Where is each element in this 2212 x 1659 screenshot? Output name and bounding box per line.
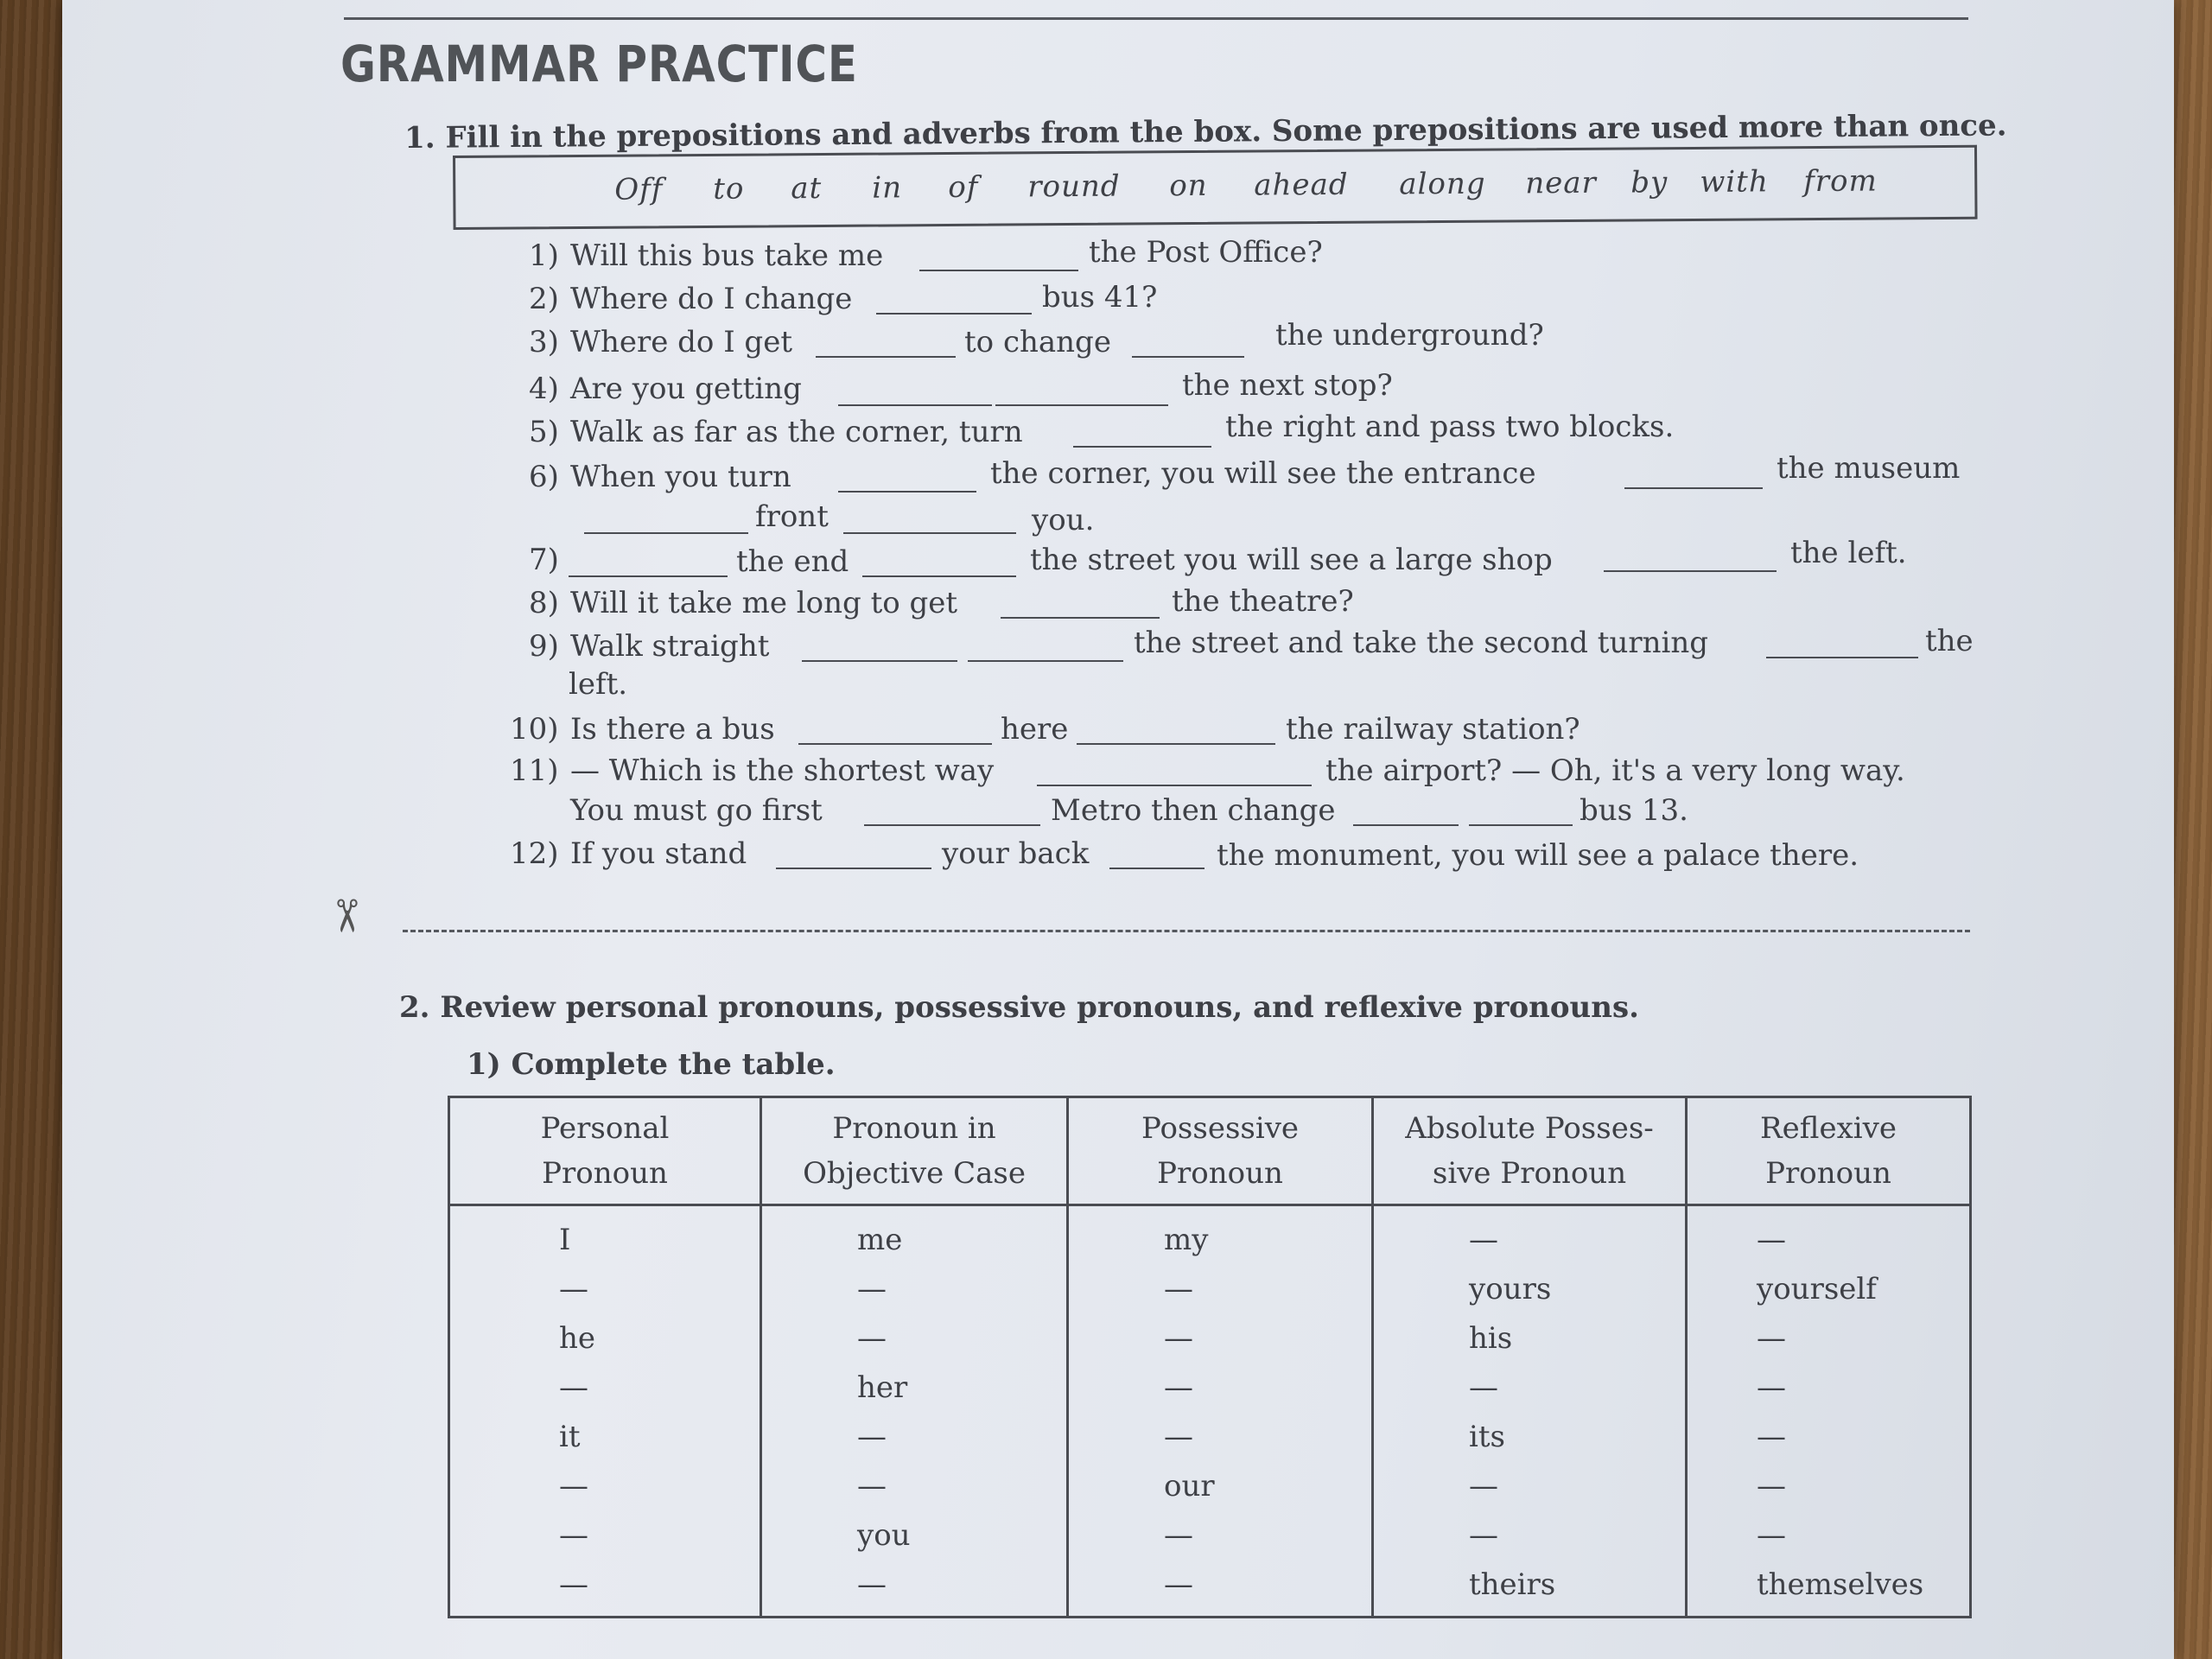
answer-blank[interactable] <box>843 532 1016 534</box>
table-cell[interactable]: — <box>761 1412 1068 1461</box>
top-rule <box>344 17 1968 20</box>
table-cell[interactable]: — <box>761 1560 1068 1618</box>
answer-blank[interactable] <box>1604 570 1777 572</box>
answer-blank[interactable] <box>1766 657 1918 658</box>
item-text: to change <box>964 325 1111 359</box>
column-header: Pronoun in Objective Case <box>761 1097 1068 1205</box>
item-text: the end <box>736 544 849 579</box>
answer-blank[interactable] <box>1469 824 1573 826</box>
table-row <box>449 1412 1971 1461</box>
table-cell[interactable]: — <box>1068 1264 1373 1313</box>
item-text: the corner, you will see the entrance <box>990 456 1536 491</box>
table-cell[interactable]: yourself <box>1687 1264 1971 1313</box>
box-word: near <box>1525 165 1597 201</box>
table-row <box>449 1264 1971 1313</box>
table-cell[interactable]: — <box>449 1461 761 1510</box>
table-row <box>449 1461 1971 1510</box>
item-text: Walk straight <box>570 629 770 664</box>
table-row <box>449 1510 1971 1560</box>
table-cell[interactable]: — <box>1687 1363 1971 1412</box>
item-text: Walk as far as the corner, turn <box>570 415 1023 449</box>
table-cell[interactable]: yours <box>1373 1264 1687 1313</box>
table-cell[interactable]: — <box>1687 1205 1971 1265</box>
box-word: ahead <box>1254 167 1349 203</box>
item-text: the street you will see a large shop <box>1030 543 1553 577</box>
table-cell[interactable]: — <box>1068 1560 1373 1618</box>
item-text: the next stop? <box>1182 368 1393 403</box>
answer-blank[interactable] <box>802 660 957 662</box>
table-cell[interactable]: — <box>1687 1313 1971 1363</box>
table-cell[interactable]: — <box>761 1264 1068 1313</box>
answer-blank[interactable] <box>1132 356 1244 358</box>
table-cell[interactable]: — <box>1068 1510 1373 1560</box>
answer-blank[interactable] <box>776 868 931 869</box>
item-number: 7) <box>529 543 559 577</box>
answer-blank[interactable] <box>919 270 1078 271</box>
item-text: your back <box>942 836 1090 871</box>
table-cell[interactable]: I <box>449 1205 761 1265</box>
item-text: Where do I change <box>570 282 853 316</box>
item-text: the Post Office? <box>1089 235 1323 270</box>
column-header: Personal Pronoun <box>449 1097 761 1205</box>
item-text: the railway station? <box>1286 712 1580 747</box>
table-cell[interactable]: his <box>1373 1313 1687 1363</box>
exercise-1-title: 1. Fill in the prepositions and adverbs from the box. Some prepositions are used more than once. <box>404 108 2007 156</box>
table-row <box>449 1313 1971 1363</box>
item-number: 11) <box>510 753 559 788</box>
item-number: 10) <box>510 712 559 747</box>
item-text: front <box>755 499 829 534</box>
table-cell[interactable]: he <box>449 1313 761 1363</box>
item-text: left. <box>569 667 628 702</box>
answer-blank[interactable] <box>864 824 1040 826</box>
answer-blank[interactable] <box>838 404 992 406</box>
table-cell[interactable]: my <box>1068 1205 1373 1265</box>
answer-blank[interactable] <box>995 404 1168 406</box>
table-cell[interactable]: — <box>1068 1313 1373 1363</box>
item-text: the museum <box>1777 451 1961 486</box>
item-text: — Which is the shortest way <box>570 753 995 788</box>
table-cell[interactable]: — <box>449 1560 761 1618</box>
answer-blank[interactable] <box>838 491 976 493</box>
box-word: round <box>1027 168 1121 205</box>
item-number: 1) <box>529 238 559 273</box>
table-cell[interactable]: — <box>1068 1412 1373 1461</box>
item-text: Metro then change <box>1051 793 1336 828</box>
item-text: If you stand <box>570 836 747 871</box>
table-cell[interactable]: — <box>1687 1412 1971 1461</box>
item-text: the underground? <box>1275 318 1544 353</box>
answer-blank[interactable] <box>569 575 728 577</box>
item-text: the <box>1925 624 1974 658</box>
table-cell[interactable]: — <box>1373 1510 1687 1560</box>
table-cell[interactable]: — <box>1687 1510 1971 1560</box>
box-word: with <box>1700 164 1769 200</box>
table-cell[interactable]: it <box>449 1412 761 1461</box>
table-row <box>449 1363 1971 1412</box>
answer-blank[interactable] <box>816 356 956 358</box>
table-cell[interactable]: — <box>449 1510 761 1560</box>
item-text: you. <box>1032 503 1095 537</box>
exercise-2-subtitle: 1) Complete the table. <box>467 1047 836 1082</box>
item-text: the street and take the second turning <box>1134 626 1709 660</box>
answer-blank[interactable] <box>1037 785 1312 786</box>
item-text: Are you getting <box>570 372 802 406</box>
answer-blank[interactable] <box>1077 743 1275 745</box>
item-text: Will this bus take me <box>570 238 884 273</box>
answer-blank[interactable] <box>1001 617 1160 619</box>
answer-blank[interactable] <box>798 743 992 745</box>
box-word: to <box>713 171 745 207</box>
table-cell[interactable]: me <box>761 1205 1068 1265</box>
table-cell[interactable]: — <box>1373 1205 1687 1265</box>
box-word: on <box>1169 168 1208 204</box>
table-cell[interactable]: — <box>761 1313 1068 1363</box>
box-word: Off <box>614 172 664 207</box>
item-number: 4) <box>529 372 559 406</box>
table-cell[interactable]: — <box>449 1264 761 1313</box>
table-cell[interactable]: — <box>1373 1363 1687 1412</box>
item-number: 6) <box>529 460 559 494</box>
table-cell[interactable]: — <box>761 1461 1068 1510</box>
column-header: Absolute Posses- sive Pronoun <box>1373 1097 1687 1205</box>
item-number: 2) <box>529 282 559 316</box>
item-text: the airport? — Oh, it's a very long way. <box>1325 753 1905 788</box>
word-box <box>453 145 1978 230</box>
item-text: When you turn <box>570 460 791 494</box>
table-cell[interactable]: its <box>1373 1412 1687 1461</box>
scissors-icon: ✂ <box>319 897 372 935</box>
exercise-2-title: 2. Review personal pronouns, possessive pronouns, and reflexive pronouns. <box>399 990 1639 1025</box>
answer-blank[interactable] <box>1073 446 1211 448</box>
pronoun-table <box>448 1096 1972 1618</box>
box-word: at <box>791 171 823 207</box>
item-text: here <box>1001 712 1069 747</box>
item-text: bus 41? <box>1042 280 1158 315</box>
table-cell[interactable]: theirs <box>1373 1560 1687 1618</box>
answer-blank[interactable] <box>584 532 748 534</box>
box-word: along <box>1399 166 1486 202</box>
answer-blank[interactable] <box>862 575 1016 577</box>
item-text: Where do I get <box>570 325 792 359</box>
item-text: Is there a bus <box>570 712 775 747</box>
column-header: Reflexive Pronoun <box>1687 1097 1971 1205</box>
item-number: 9) <box>529 629 559 664</box>
table-header-row <box>449 1097 1971 1205</box>
item-text: bus 13. <box>1580 793 1688 828</box>
answer-blank[interactable] <box>876 313 1032 315</box>
item-number: 8) <box>529 586 559 620</box>
item-text: Will it take me long to get <box>570 586 958 620</box>
item-text: the theatre? <box>1172 584 1354 619</box>
box-word: in <box>872 170 903 206</box>
answer-blank[interactable] <box>1109 868 1205 869</box>
table-cell[interactable]: our <box>1068 1461 1373 1510</box>
box-word: by <box>1630 165 1669 200</box>
answer-blank[interactable] <box>968 660 1123 662</box>
item-text: the monument, you will see a palace there. <box>1217 838 1859 873</box>
box-word: of <box>948 169 979 205</box>
table-cell[interactable]: — <box>449 1363 761 1412</box>
table-cell[interactable]: — <box>1373 1461 1687 1510</box>
table-row <box>449 1205 1971 1265</box>
table-row <box>449 1560 1971 1618</box>
page-heading: GRAMMAR PRACTICE <box>340 35 858 93</box>
table-cell[interactable]: her <box>761 1363 1068 1412</box>
cut-line <box>403 930 1970 932</box>
item-text: You must go first <box>570 793 823 828</box>
item-number: 3) <box>529 325 559 359</box>
item-number: 12) <box>510 836 559 871</box>
table-cell[interactable]: — <box>1068 1363 1373 1412</box>
item-text: the left. <box>1790 536 1907 570</box>
table-cell[interactable]: themselves <box>1687 1560 1971 1618</box>
answer-blank[interactable] <box>1353 824 1459 826</box>
answer-blank[interactable] <box>1624 487 1763 489</box>
item-number: 5) <box>529 415 559 449</box>
item-text: the right and pass two blocks. <box>1225 410 1675 444</box>
box-word: from <box>1803 163 1878 200</box>
table-cell[interactable]: you <box>761 1510 1068 1560</box>
table-cell[interactable]: — <box>1687 1461 1971 1510</box>
column-header: Possessive Pronoun <box>1068 1097 1373 1205</box>
